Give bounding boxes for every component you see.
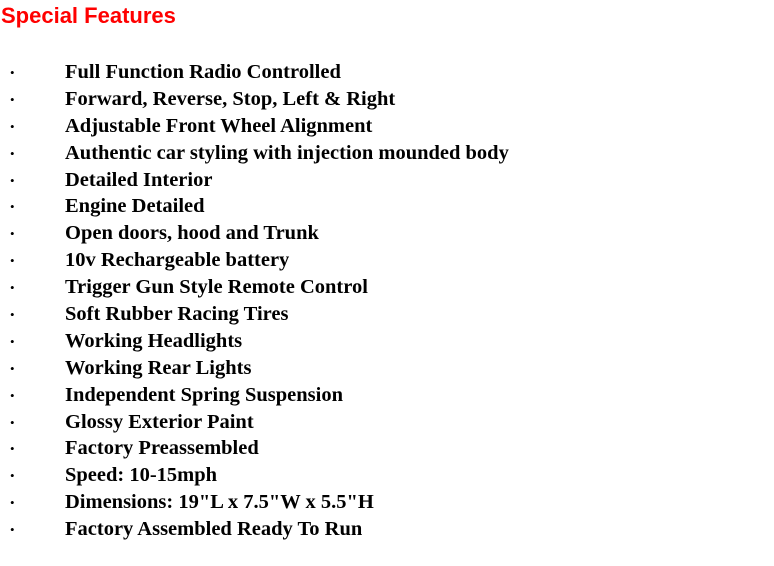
- list-item: [0, 113, 509, 140]
- list-item: [0, 86, 509, 113]
- bullet-icon: •: [10, 307, 15, 323]
- feature-list: [0, 59, 509, 543]
- bullet-icon: •: [10, 65, 15, 80]
- feature-text: Working Rear Lights: [65, 356, 252, 379]
- list-item: [0, 355, 509, 382]
- list-item: [0, 516, 509, 543]
- feature-text: Adjustable Front Wheel Alignment: [65, 114, 373, 137]
- bullet-icon: •: [10, 360, 15, 376]
- feature-text: Soft Rubber Racing Tires: [65, 303, 289, 326]
- feature-text: Working Headlights: [65, 329, 243, 352]
- list-item: [0, 301, 509, 328]
- bullet-icon: •: [10, 414, 15, 430]
- list-item: [0, 435, 509, 462]
- bullet-icon: •: [10, 118, 15, 134]
- feature-text: Speed: 10-15mph: [65, 464, 218, 487]
- feature-text: Independent Spring Suspension: [65, 383, 344, 406]
- feature-text: Engine Detailed: [65, 195, 205, 218]
- list-item: [0, 59, 509, 86]
- bullet-icon: •: [10, 253, 15, 269]
- list-item: [0, 193, 509, 220]
- feature-text: Glossy Exterior Paint: [65, 410, 254, 433]
- bullet-icon: •: [10, 333, 15, 349]
- list-item: [0, 409, 509, 436]
- list-item: [0, 462, 509, 489]
- bullet-icon: •: [10, 226, 15, 242]
- bullet-icon: •: [10, 145, 15, 161]
- bullet-icon: •: [10, 387, 15, 403]
- list-item: [0, 167, 509, 194]
- list-item: [0, 247, 509, 274]
- bullet-icon: •: [10, 91, 15, 107]
- bullet-icon: •: [10, 199, 15, 215]
- bullet-icon: •: [10, 495, 15, 511]
- feature-text: Dimensions: 19"L x 7.5"W x 5.5"H: [65, 491, 374, 514]
- list-item: [0, 274, 509, 301]
- feature-text: Open doors, hood and Trunk: [65, 222, 319, 245]
- page-title: Special Features: [1, 3, 176, 28]
- list-item: [0, 489, 509, 516]
- bullet-icon: •: [10, 522, 15, 538]
- bullet-icon: •: [10, 468, 15, 484]
- feature-text: Detailed Interior: [65, 168, 213, 191]
- list-item: [0, 328, 509, 355]
- feature-text: Factory Preassembled: [65, 437, 259, 460]
- feature-text: Trigger Gun Style Remote Control: [65, 276, 368, 299]
- bullet-icon: •: [10, 280, 15, 296]
- list-item: [0, 220, 509, 247]
- bullet-icon: •: [10, 172, 15, 188]
- feature-text: 10v Rechargeable battery: [65, 249, 290, 272]
- feature-text: Factory Assembled Ready To Run: [65, 518, 363, 541]
- list-item: [0, 382, 509, 409]
- bullet-icon: •: [10, 441, 15, 457]
- feature-text: Authentic car styling with injection mounded body: [65, 141, 509, 164]
- feature-text: Full Function Radio Controlled: [65, 61, 341, 83]
- feature-text: Forward, Reverse, Stop, Left & Right: [65, 87, 396, 110]
- list-item: [0, 140, 509, 167]
